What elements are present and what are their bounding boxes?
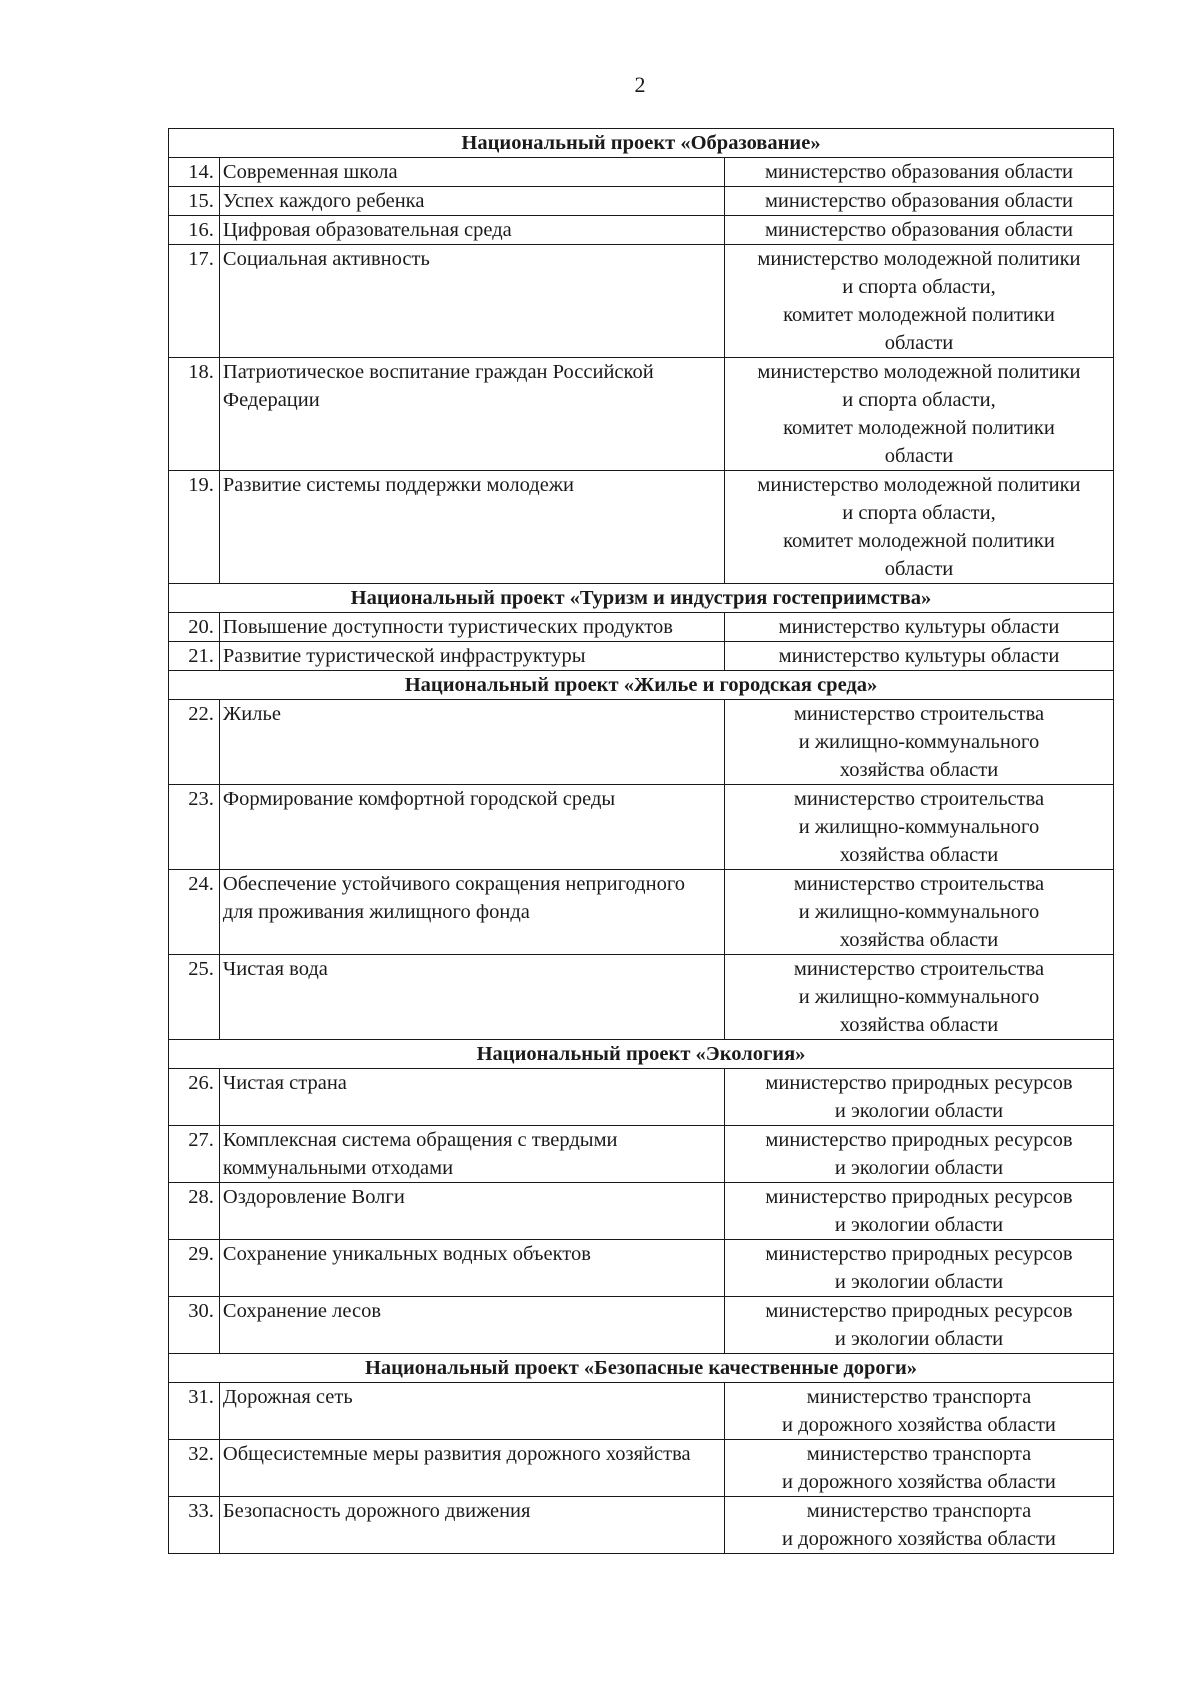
responsible-body <box>724 245 1113 358</box>
responsible-line: министерство молодежной политики <box>757 361 1081 383</box>
project-name: Современная школа <box>219 158 724 187</box>
project-name: Формирование комфортной городской среды <box>219 785 724 870</box>
responsible-body <box>724 216 1113 245</box>
responsible-line: министерство строительства <box>793 703 1045 725</box>
responsible-line: министерство образования области <box>764 190 1074 212</box>
responsible-line: министерство строительства <box>793 788 1045 810</box>
table-row <box>169 358 1114 471</box>
responsible-line: министерство природных ресурсов <box>765 1243 1073 1265</box>
responsible-line: и дорожного хозяйства области <box>782 1528 1056 1550</box>
section-header-row <box>169 671 1114 700</box>
table-row <box>169 785 1114 870</box>
table-row <box>169 1126 1114 1183</box>
table-row <box>169 1297 1114 1354</box>
responsible-line: области <box>884 332 954 354</box>
responsible-body <box>724 1183 1113 1240</box>
responsible-body <box>724 700 1113 785</box>
section-title: Национальный проект «Жилье и городская среда» <box>169 671 1114 700</box>
table-row <box>169 1497 1114 1554</box>
project-name: Успех каждого ребенка <box>219 187 724 216</box>
row-number: 25. <box>169 955 220 1040</box>
section-header-row <box>169 1354 1114 1383</box>
row-number: 33. <box>169 1497 220 1554</box>
responsible-line: и экологии области <box>834 1271 1004 1293</box>
project-name: Комплексная система обращения с твердыми коммунальными отходами <box>219 1126 724 1183</box>
project-name: Жилье <box>219 700 724 785</box>
table-row <box>169 216 1114 245</box>
table-row <box>169 870 1114 955</box>
responsible-line: области <box>884 558 954 580</box>
row-number: 17. <box>169 245 220 358</box>
row-number: 16. <box>169 216 220 245</box>
row-number: 24. <box>169 870 220 955</box>
table-row <box>169 158 1114 187</box>
row-number: 27. <box>169 1126 220 1183</box>
responsible-line: министерство молодежной политики <box>757 248 1081 270</box>
project-name: Чистая страна <box>219 1069 724 1126</box>
responsible-body <box>724 642 1113 671</box>
project-name: Цифровая образовательная среда <box>219 216 724 245</box>
responsible-line: хозяйства области <box>839 929 999 951</box>
project-name: Развитие туристической инфраструктуры <box>219 642 724 671</box>
table-row <box>169 245 1114 358</box>
project-name: Повышение доступности туристических продуктов <box>219 613 724 642</box>
responsible-line: и спорта области, <box>842 502 996 524</box>
row-number: 15. <box>169 187 220 216</box>
section-title: Национальный проект «Туризм и индустрия гостеприимства» <box>169 584 1114 613</box>
row-number: 18. <box>169 358 220 471</box>
responsible-line: и спорта области, <box>842 389 996 411</box>
section-title: Национальный проект «Безопасные качественные дороги» <box>169 1354 1114 1383</box>
responsible-line: и экологии области <box>834 1214 1004 1236</box>
responsible-line: хозяйства области <box>839 759 999 781</box>
responsible-body <box>724 955 1113 1040</box>
project-name: Дорожная сеть <box>219 1383 724 1440</box>
row-number: 22. <box>169 700 220 785</box>
responsible-line: комитет молодежной политики <box>783 304 1055 326</box>
responsible-line: и экологии области <box>834 1328 1004 1350</box>
responsible-line: области <box>884 445 954 467</box>
responsible-line: и дорожного хозяйства области <box>782 1471 1056 1493</box>
table-row <box>169 700 1114 785</box>
responsible-line: комитет молодежной политики <box>783 417 1055 439</box>
responsible-body <box>724 1240 1113 1297</box>
responsible-line: и жилищно-коммунального <box>798 731 1040 753</box>
responsible-line: министерство культуры области <box>778 616 1060 638</box>
table-row <box>169 1183 1114 1240</box>
section-header-row <box>169 584 1114 613</box>
responsible-line: министерство природных ресурсов <box>765 1300 1073 1322</box>
page-number: 2 <box>634 72 646 97</box>
responsible-body <box>724 1126 1113 1183</box>
responsible-body <box>724 471 1113 584</box>
project-name: Безопасность дорожного движения <box>219 1497 724 1554</box>
responsible-body <box>724 1383 1113 1440</box>
responsible-body <box>724 1297 1113 1354</box>
section-title: Национальный проект «Образование» <box>169 129 1114 158</box>
responsible-line: министерство природных ресурсов <box>765 1186 1073 1208</box>
responsible-line: министерство образования области <box>764 219 1074 241</box>
responsible-line: и экологии области <box>834 1100 1004 1122</box>
row-number: 28. <box>169 1183 220 1240</box>
responsible-line: и жилищно-коммунального <box>798 901 1040 923</box>
table-body <box>169 129 1114 1554</box>
project-name: Общесистемные меры развития дорожного хозяйства <box>219 1440 724 1497</box>
responsible-body <box>724 187 1113 216</box>
responsible-line: министерство образования области <box>764 161 1074 183</box>
project-name: Патриотическое воспитание граждан Российской Федерации <box>219 358 724 471</box>
responsible-line: и жилищно-коммунального <box>798 986 1040 1008</box>
section-header-row <box>169 129 1114 158</box>
responsible-body <box>724 1497 1113 1554</box>
responsible-body <box>724 785 1113 870</box>
responsible-body <box>724 358 1113 471</box>
responsible-line: и дорожного хозяйства области <box>782 1414 1056 1436</box>
row-number: 30. <box>169 1297 220 1354</box>
responsible-line: министерство природных ресурсов <box>765 1129 1073 1151</box>
row-number: 19. <box>169 471 220 584</box>
national-projects-table <box>168 128 1114 1554</box>
table-row <box>169 187 1114 216</box>
table-row <box>169 642 1114 671</box>
responsible-line: министерство культуры области <box>778 645 1060 667</box>
section-title: Национальный проект «Экология» <box>169 1040 1114 1069</box>
project-name: Развитие системы поддержки молодежи <box>219 471 724 584</box>
responsible-body <box>724 1440 1113 1497</box>
table-row <box>169 1240 1114 1297</box>
table-row <box>169 1440 1114 1497</box>
table-row <box>169 1383 1114 1440</box>
responsible-body <box>724 158 1113 187</box>
project-name: Социальная активность <box>219 245 724 358</box>
project-name: Оздоровление Волги <box>219 1183 724 1240</box>
row-number: 14. <box>169 158 220 187</box>
row-number: 20. <box>169 613 220 642</box>
table-row <box>169 471 1114 584</box>
responsible-line: хозяйства области <box>839 844 999 866</box>
responsible-line: министерство природных ресурсов <box>765 1072 1073 1094</box>
project-name: Чистая вода <box>219 955 724 1040</box>
responsible-line: министерство транспорта <box>806 1500 1032 1522</box>
row-number: 31. <box>169 1383 220 1440</box>
table-row <box>169 613 1114 642</box>
project-name: Обеспечение устойчивого сокращения непригодного для проживания жилищного фонда <box>219 870 724 955</box>
responsible-line: министерство строительства <box>793 873 1045 895</box>
responsible-line: министерство молодежной политики <box>757 474 1081 496</box>
responsible-body <box>724 870 1113 955</box>
row-number: 21. <box>169 642 220 671</box>
row-number: 23. <box>169 785 220 870</box>
row-number: 26. <box>169 1069 220 1126</box>
responsible-body <box>724 613 1113 642</box>
responsible-line: и жилищно-коммунального <box>798 816 1040 838</box>
row-number: 32. <box>169 1440 220 1497</box>
responsible-line: и экологии области <box>834 1157 1004 1179</box>
responsible-line: комитет молодежной политики <box>783 530 1055 552</box>
row-number: 29. <box>169 1240 220 1297</box>
project-name: Сохранение уникальных водных объектов <box>219 1240 724 1297</box>
responsible-line: и спорта области, <box>842 276 996 298</box>
responsible-line: министерство транспорта <box>806 1443 1032 1465</box>
responsible-body <box>724 1069 1113 1126</box>
table-row <box>169 955 1114 1040</box>
project-name: Сохранение лесов <box>219 1297 724 1354</box>
responsible-line: министерство транспорта <box>806 1386 1032 1408</box>
table-row <box>169 1069 1114 1126</box>
responsible-line: хозяйства области <box>839 1014 999 1036</box>
responsible-line: министерство строительства <box>793 958 1045 980</box>
section-header-row <box>169 1040 1114 1069</box>
